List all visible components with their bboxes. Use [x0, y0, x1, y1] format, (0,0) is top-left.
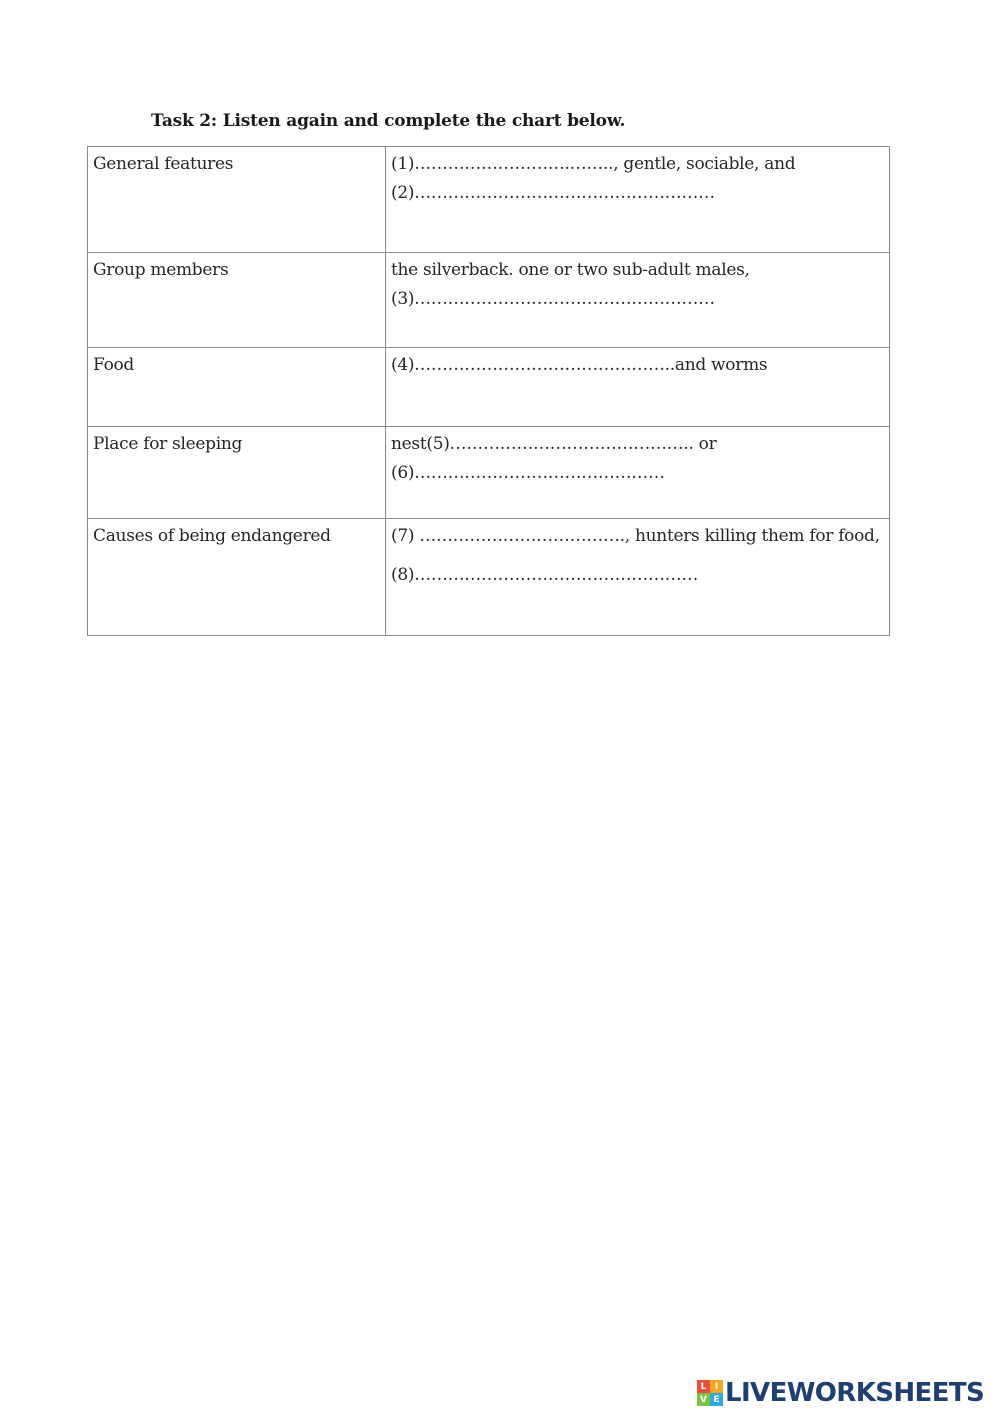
row-label: Place for sleeping	[88, 427, 386, 519]
task-title: Task 2: Listen again and complete the chart below.	[151, 111, 626, 131]
liveworksheets-logo[interactable]	[697, 1378, 984, 1408]
logo-mark-letter: I	[710, 1380, 723, 1393]
answer-line: (3)………………………………………………	[391, 289, 715, 309]
logo-mark-letter: L	[697, 1380, 710, 1393]
chart-row	[88, 348, 890, 427]
answer-line: the silverback. one or two sub-adult males,	[391, 260, 750, 280]
logo-mark-letter: E	[710, 1393, 723, 1406]
answer-line: (8)……………………………………………	[391, 565, 699, 585]
row-label: Causes of being endangered	[88, 519, 386, 636]
answer-line: (4)………………………………………..and worms	[391, 355, 768, 375]
live-logo-icon	[697, 1380, 723, 1406]
answer-line: (6)………………………………………	[391, 463, 665, 483]
answer-line: (2)………………………………………………	[391, 183, 715, 203]
row-answer	[386, 348, 890, 427]
row-label: Food	[88, 348, 386, 427]
row-label: Group members	[88, 253, 386, 348]
row-answer	[386, 147, 890, 253]
row-answer	[386, 253, 890, 348]
chart-row	[88, 253, 890, 348]
chart-row	[88, 427, 890, 519]
row-label: General features	[88, 147, 386, 253]
row-answer	[386, 427, 890, 519]
row-answer	[386, 519, 890, 636]
answer-line: (7) ………………………………., hunters killing them for food,	[391, 526, 880, 546]
answer-line: (1)……………………….…….., gentle, sociable, and	[391, 154, 796, 174]
logo-mark-letter: V	[697, 1393, 710, 1406]
chart-row	[88, 147, 890, 253]
chart-row	[88, 519, 890, 636]
answer-line: nest(5)…………………………………….. or	[391, 434, 717, 454]
answer-chart	[87, 146, 890, 636]
logo-text: LIVEWORKSHEETS	[725, 1378, 985, 1408]
